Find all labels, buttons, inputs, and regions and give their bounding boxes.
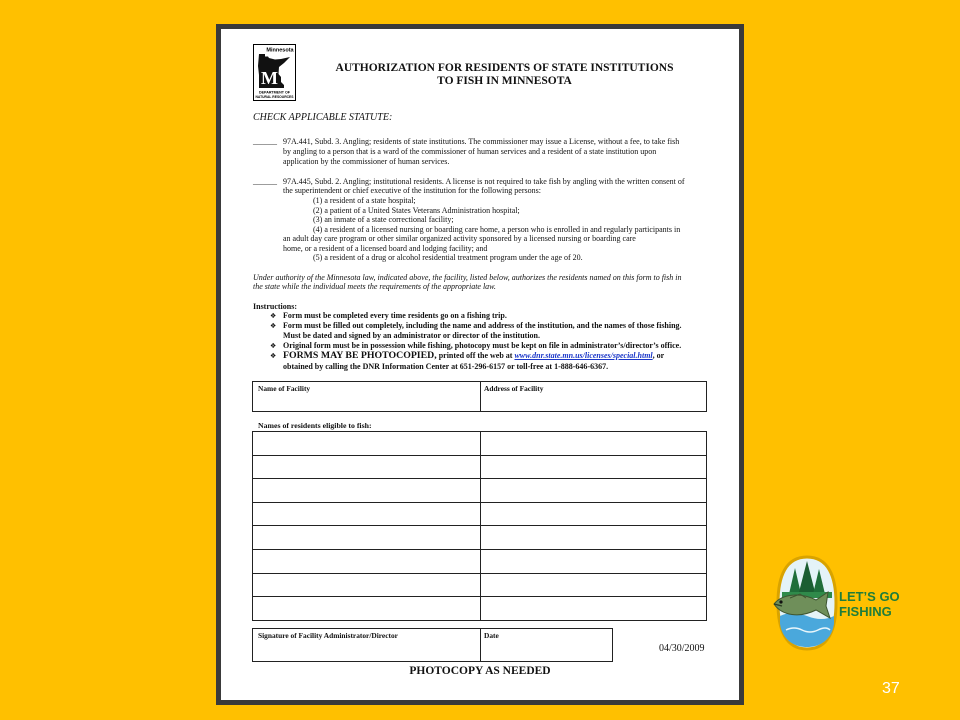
eligible-person-item: (2) a patient of a United States Veterans Administration hospital; — [313, 206, 520, 215]
signature-table — [252, 628, 613, 662]
resident-name-cell — [253, 550, 481, 574]
facility-address-cell — [481, 382, 706, 411]
facility-name-cell — [253, 382, 481, 411]
instruction-item-photocopy — [283, 351, 664, 361]
instruction-item: Form must be completed every time residents go on a fishing trip. — [283, 311, 507, 320]
eligible-person-item: (1) a resident of a state hospital; — [313, 196, 416, 205]
resident-name-cell — [253, 432, 481, 456]
signature-label: Signature of Facility Administrator/Director — [258, 631, 398, 640]
diamond-bullet-icon: ❖ — [270, 352, 277, 360]
instructions-heading: Instructions: — [253, 302, 298, 311]
logo-letter: M — [261, 68, 278, 88]
resident-name-cell — [253, 526, 481, 550]
logo-agency-line2: NATURAL RESOURCES — [255, 95, 295, 99]
instruction-item: Form must be filled out completely, including the name and address of the institution, and the names of those fishing. — [283, 321, 682, 330]
logo-state-name: Minnesota — [266, 47, 294, 54]
resident-name-cell — [481, 526, 707, 550]
instruction-item-continuation: obtained by calling the DNR Information Center at 651-296-6157 or toll-free at 1-888-646-6367. — [283, 362, 609, 371]
eligible-person-item-continuation: an adult day care program or other similar organized activity sponsored by a licensed nursing or boarding care — [283, 234, 636, 243]
brand-text-line1: LET’S GO — [839, 589, 900, 604]
facility-address-label: Address of Facility — [484, 384, 544, 393]
date-cell — [481, 629, 612, 661]
eligible-person-item: (5) a resident of a drug or alcohol residential treatment program under the age of 20. — [313, 253, 583, 262]
residents-table — [252, 431, 707, 621]
statute-441-text-line: 97A.441, Subd. 3. Angling; residents of state institutions. The commissioner may issue a License, without a fee, to take fish — [283, 137, 680, 146]
resident-name-cell — [253, 503, 481, 527]
resident-name-cell — [481, 597, 707, 621]
diamond-bullet-icon: ❖ — [270, 322, 277, 330]
diamond-bullet-icon: ❖ — [270, 342, 277, 350]
brand-text-line2: FISHING — [839, 604, 892, 619]
form-revision-date: 04/30/2009 — [659, 643, 705, 654]
resident-name-cell — [253, 456, 481, 480]
resident-name-cell — [481, 550, 707, 574]
facility-name-label: Name of Facility — [258, 384, 311, 393]
statute-441-text-line: by angling to a person that is a ward of the commissioner of human services and a resident of a state institution upon — [283, 147, 657, 156]
mn-dnr-logo-icon — [253, 44, 296, 101]
resident-name-cell — [253, 597, 481, 621]
authority-text-line: Under authority of the Minnesota law, indicated above, the facility, listed below, authorizes the residents named on this form to fish in — [253, 273, 682, 282]
eligible-person-item: (3) an inmate of a state correctional facility; — [313, 215, 454, 224]
authorization-form-document — [216, 24, 744, 705]
signature-cell — [253, 629, 481, 661]
statute-445-text-line: the superintendent or chief executive of the institution for the following persons: — [283, 186, 541, 195]
resident-name-cell — [481, 432, 707, 456]
logo-agency-line1: DEPARTMENT OF — [259, 90, 291, 95]
photocopy-web-text: printed off the web at — [436, 351, 515, 360]
eligible-person-item: (4) a resident of a licensed nursing or boarding care home, a person who is enrolled in and regularly participants in — [313, 225, 681, 234]
resident-name-cell — [481, 456, 707, 480]
eligible-person-item-continuation: home, or a resident of a licensed board and lodging facility; and — [283, 244, 488, 253]
residents-heading: Names of residents eligible to fish: — [258, 421, 372, 430]
statute-445-text-line: 97A.445, Subd. 2. Angling; institutional residents. A license is not required to take fish by angling with the written consent of — [283, 177, 685, 186]
resident-name-cell — [253, 479, 481, 503]
instruction-item-continuation: Must be dated and signed by an administrator or director of the institution. — [283, 331, 540, 340]
resident-name-cell — [481, 479, 707, 503]
statute-heading: CHECK APPLICABLE STATUTE: — [253, 112, 393, 123]
form-title-line2: TO FISH IN MINNESOTA — [437, 75, 572, 87]
photocopy-footer-note: PHOTOCOPY AS NEEDED — [409, 665, 551, 677]
facility-table — [252, 381, 707, 412]
form-title-line1: AUTHORIZATION FOR RESIDENTS OF STATE INSTITUTIONS — [335, 62, 674, 74]
photocopy-emphasis: FORMS MAY BE PHOTOCOPIED, — [283, 350, 437, 361]
diamond-bullet-icon: ❖ — [270, 312, 277, 320]
dnr-special-licenses-link: www.dnr.state.mn.us/licenses/special.html — [514, 351, 653, 360]
resident-name-cell — [253, 574, 481, 598]
statute-441-check-blank: ______ — [253, 137, 277, 146]
authority-text-line: the state while the individual meets the requirements of the appropriate law. — [253, 282, 496, 291]
resident-name-cell — [481, 574, 707, 598]
date-label: Date — [484, 631, 499, 640]
statute-441-text-line: application by the commissioner of human services. — [283, 157, 450, 166]
resident-name-cell — [481, 503, 707, 527]
statute-445-check-blank: ______ — [253, 177, 277, 186]
leaping-fish-emblem-icon — [770, 554, 844, 652]
instruction-item: Original form must be in possession while fishing, photocopy must be kept on file in administrator’s/director’s office. — [283, 341, 682, 350]
photocopy-after-link-text: , or — [652, 351, 665, 360]
slide-number: 37 — [882, 680, 900, 697]
